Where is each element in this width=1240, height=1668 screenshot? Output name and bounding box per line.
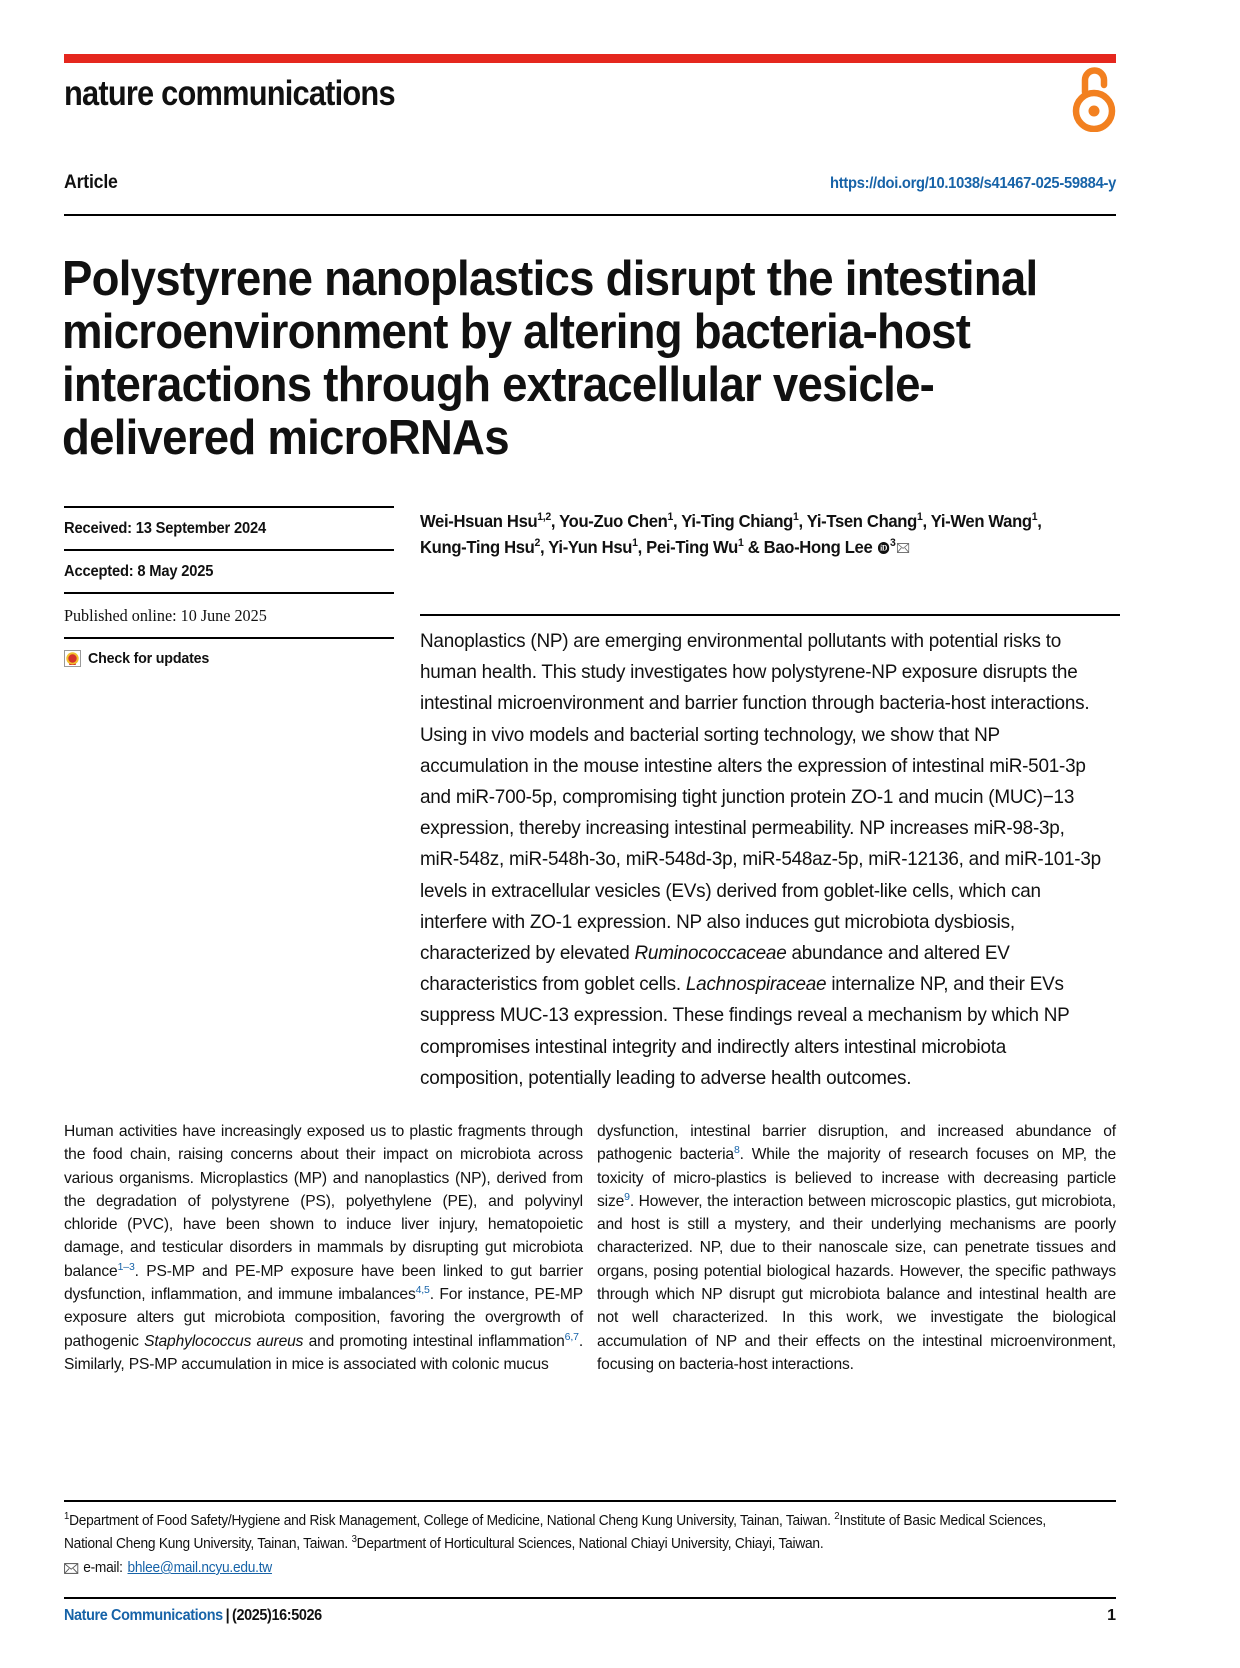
author-list: [420, 508, 1085, 560]
check-for-updates-label: Check for updates: [88, 650, 210, 667]
received-date: Received: 13 September 2024: [64, 520, 266, 537]
crossmark-icon: [64, 650, 81, 667]
check-for-updates-button[interactable]: [64, 639, 394, 667]
abstract-divider: [420, 614, 1120, 616]
accepted-date: Accepted: 8 May 2025: [64, 563, 214, 580]
footer-journal-name[interactable]: Nature Communications: [64, 1607, 223, 1624]
page-title: Polystyrene nanoplastics disrupt the intestinal microenvironment by altering bacteria-host interactions through extracellular vesicle-delivered microRNAs: [62, 251, 1038, 465]
open-access-icon: [1072, 66, 1116, 132]
abstract-text: Nanoplastics (NP) are emerging environmental pollutants with potential risks to human health. This study investigates how polystyrene-NP exposure disrupts the intestinal microenvironment and barrier function through bacteria-host interactions. Using in vivo models and bacterial sorting technology, we show that NP accumulation in the mouse intestine alters the expression of intestinal miR-501-3p and miR-700-5p, compromising tight junction protein ZO-1 and mucin (MUC)−13 expression, thereby increasing intestinal permeability. NP increases miR-98-3p, miR-548z, miR-548h-3o, miR-548d-3p, miR-548az-5p, miR-12136, and miR-101-3p levels in extracellular vesicles (EVs) derived from goblet-like cells, which can interfere with ZO-1 expression. NP also induces gut microbiota dysbiosis, characterized by elevated Ruminococcaceae abundance and altered EV characteristics from goblet cells. Lachnospiraceae internalize NP, and their EVs suppress MUC-13 expression. These findings reveal a mechanism by which NP compromises intestinal integrity and indirectly alters intestinal microbiota composition, potentially leading to adverse health outcomes.: [420, 630, 1101, 1089]
affiliations-block: [64, 1510, 1078, 1580]
title-divider: [64, 214, 1116, 216]
affiliations-text: $^1$Department of Food Safety/Hygiene and Risk Management, College of Medicine, National Cheng Kung University, Tainan, Taiwan. $^2$Institute of Basic Medical Sciences, National Cheng Kung University, Tainan, Taiwan. $^3$Department of Horticultural Sciences, National Chiayi University, Chiayi, Taiwan.: [64, 1511, 1046, 1552]
corresponding-email-line: [64, 1557, 1078, 1580]
publication-dates-panel: [64, 506, 394, 667]
doi-link[interactable]: https://doi.org/10.1038/s41467-025-59884-y: [830, 175, 1116, 192]
body-column-left: Human activities have increasingly exposed us to plastic fragments through the food chain, raising concerns about their impact on microbiota across various organisms. Microplastics (MP) and nanoplastics (NP), derived from the degradation of polystyrene (PS), polyethylene (PE), and polyvinyl chloride (PVC), have been shown to induce liver injury, hematopoietic damage, and testicular disorders in mammals by disrupting gut microbiota balance$^{1-3}$. PS-MP and PE-MP exposure have been linked to gut barrier dysfunction, inflammation, and immune imbalances$^{4,5}$. For instance, PE-MP exposure alters gut microbiota composition, favoring the overgrowth of pathogenic Staphylococcus aureus and promoting intestinal inflammation$^{6,7}$. Similarly, PS-MP accumulation in mice is associated with colonic mucus: [64, 1123, 583, 1373]
orcid-icon[interactable]: [878, 542, 889, 554]
footer-citation: [64, 1607, 322, 1625]
footer-divider: [64, 1597, 1116, 1599]
body-column-right: dysfunction, intestinal barrier disruption, and increased abundance of pathogenic bacteria$^8$. While the majority of research focuses on MP, the toxicity of micro-plastics is believed to increase with decreasing particle size$^9$. However, the interaction between microscopic plastics, gut microbiota, and host is still a mystery, and their underlying mechanisms are poorly characterized. NP, due to their nanoscale size, can penetrate tissues and organs, posing potential biological hazards. However, the specific pathways through which NP disrupt gut microbiota balance and intestinal health are not well characterized. In this work, we investigate the biological accumulation of NP and their effects on the intestinal microenvironment, focusing on bacteria-host interactions.: [597, 1123, 1116, 1373]
footer-volume-page: (2025)16:5026: [232, 1607, 322, 1624]
published-online-date: Published online: 10 June 2025: [64, 606, 267, 625]
footer-separator: |: [225, 1607, 230, 1624]
brand-rule: [64, 54, 1116, 63]
article-type-label: Article: [64, 172, 118, 193]
page-footer: [64, 1607, 1116, 1625]
masthead: [64, 72, 1116, 128]
corresponding-author-envelope-icon[interactable]: [897, 543, 909, 553]
article-type-row: [64, 172, 1116, 194]
page-number: 1: [1107, 1607, 1116, 1624]
affiliations-divider: [64, 1500, 1116, 1502]
author-line-2: [420, 534, 1085, 560]
author-line-1: Wei-Hsuan Hsu$^{1,2}$, You-Zuo Chen$^1$, Yi-Ting Chiang$^1$, Yi-Tsen Chang$^1$, Yi-Wen Wang$^1$,: [420, 511, 1042, 531]
email-label: e-mail:: [83, 1560, 123, 1576]
author-line-2-names: Kung-Ting Hsu$^2$, Yi-Yun Hsu$^1$, Pei-Ting Wu$^1$ & Bao-Hong Lee iD $^3$: [420, 537, 910, 557]
email-address-link[interactable]: bhlee@mail.ncyu.edu.tw: [127, 1560, 272, 1576]
svg-text:iD: iD: [879, 543, 887, 553]
journal-masthead-title: nature communications: [64, 74, 395, 113]
envelope-icon: [64, 1563, 78, 1574]
